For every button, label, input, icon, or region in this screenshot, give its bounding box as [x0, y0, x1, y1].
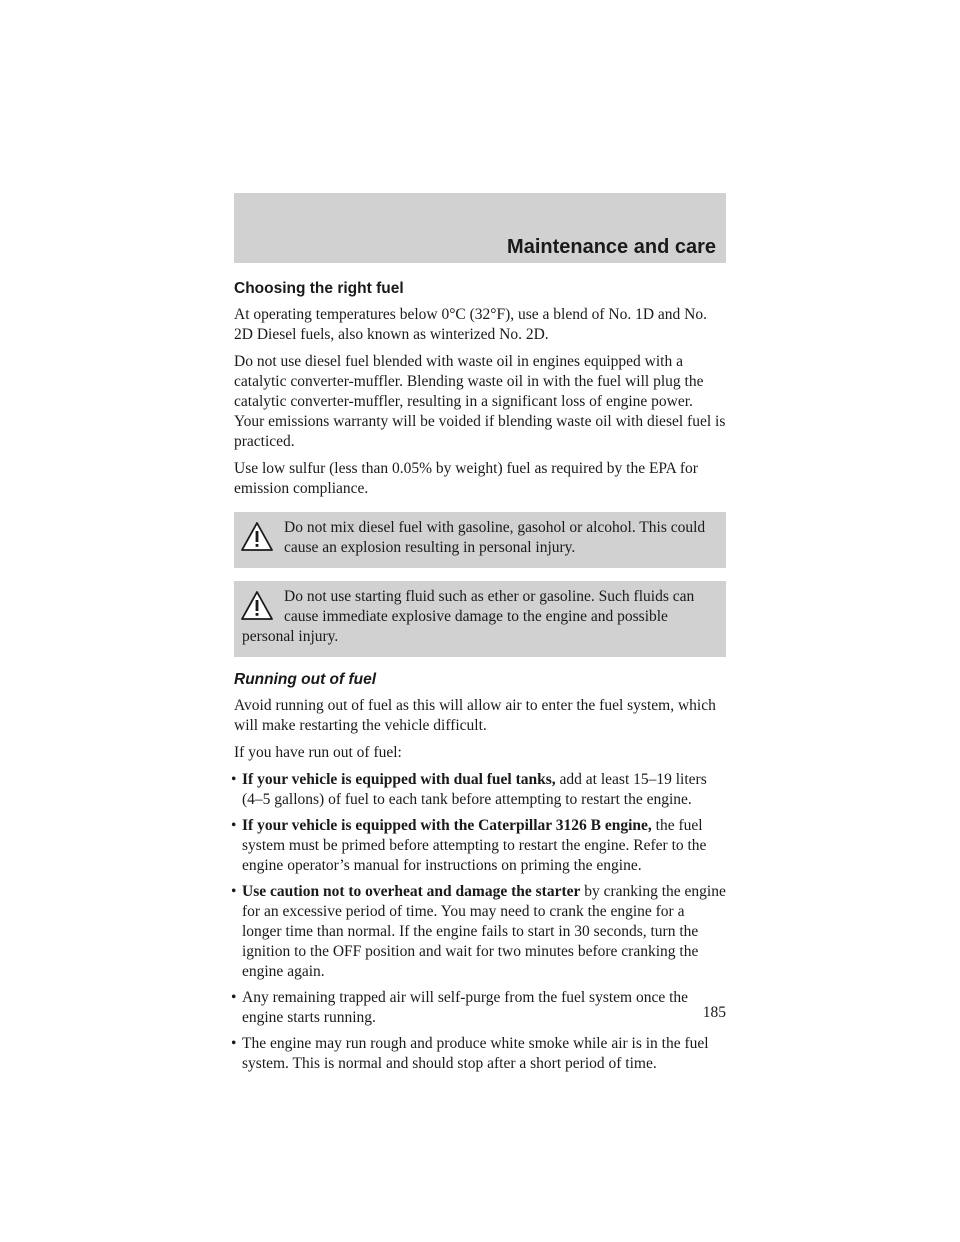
warning-box: [234, 512, 726, 568]
list-item-lead: If your vehicle is equipped with dual fuel tanks,: [242, 771, 556, 788]
bullet-icon: •: [231, 989, 237, 1006]
warning-box: [234, 581, 726, 657]
list-item-lead: Use caution not to overheat and damage the starter: [242, 883, 581, 900]
heading-choosing-fuel: Choosing the right fuel: [234, 280, 404, 297]
warning-text: Do not use starting fluid such as ether or gasoline. Such fluids can cause immediate explosive damage to the engine and possible personal injury.: [242, 588, 695, 645]
section-header-band: [234, 193, 726, 263]
bullet-list: [231, 770, 726, 1074]
list-item-lead: If your vehicle is equipped with the Caterpillar 3126 B engine,: [242, 817, 652, 834]
bullet-icon: •: [231, 883, 237, 900]
list-item: [231, 816, 726, 876]
heading-running-out: Running out of fuel: [234, 671, 377, 688]
list-item-text: Any remaining trapped air will self-purge from the fuel system once the engine starts running.: [242, 989, 689, 1026]
list-item-text: by cranking the engine for an excessive period of time. You may need to crank the engine for a longer time than normal. If the engine fails to start in 30 seconds, turn the ignition to the OFF position and wait for two minutes before cranking the engine again.: [242, 883, 726, 980]
paragraph: Use low sulfur (less than 0.05% by weight) fuel as required by the EPA for emission compliance.: [234, 460, 698, 497]
warning-text: Do not mix diesel fuel with gasoline, gasohol or alcohol. This could cause an explosion resulting in personal injury.: [284, 519, 706, 556]
list-item-text: The engine may run rough and produce white smoke while air is in the fuel system. This is normal and should stop after a short period of time.: [242, 1035, 709, 1072]
paragraph: If you have run out of fuel:: [234, 744, 402, 761]
page-number: 185: [702, 1004, 726, 1021]
bullet-icon: •: [231, 1035, 237, 1052]
list-item-text: add at least 15–19 liters (4–5 gallons) of fuel to each tank before attempting to restart the engine.: [242, 771, 707, 808]
list-item: [231, 988, 726, 1028]
paragraph: Avoid running out of fuel as this will allow air to enter the fuel system, which will make restarting the vehicle difficult.: [234, 697, 716, 734]
bullet-icon: •: [231, 771, 237, 788]
list-item: [231, 882, 726, 982]
warning-triangle-icon: [240, 589, 274, 623]
bullet-icon: •: [231, 817, 237, 834]
list-item: [231, 770, 726, 810]
warning-triangle-icon: [240, 520, 274, 554]
page-content: [231, 279, 726, 1080]
list-item: [231, 1034, 726, 1074]
section-title: Maintenance and care: [507, 236, 716, 258]
paragraph: At operating temperatures below 0°C (32°F), use a blend of No. 1D and No. 2D Diesel fuels, also known as winterized No. 2D.: [234, 306, 707, 343]
paragraph: Do not use diesel fuel blended with waste oil in engines equipped with a catalytic converter-muffler. Blending waste oil in with the fuel will plug the catalytic converter-muffler, resulting in a significant loss of engine power. Your emissions warranty will be voided if blending waste oil with diesel fuel is practiced.: [234, 353, 726, 450]
list-item-text: the fuel system must be primed before attempting to restart the engine. Refer to the engine operator’s manual for instructions on priming the engine.: [242, 817, 707, 874]
